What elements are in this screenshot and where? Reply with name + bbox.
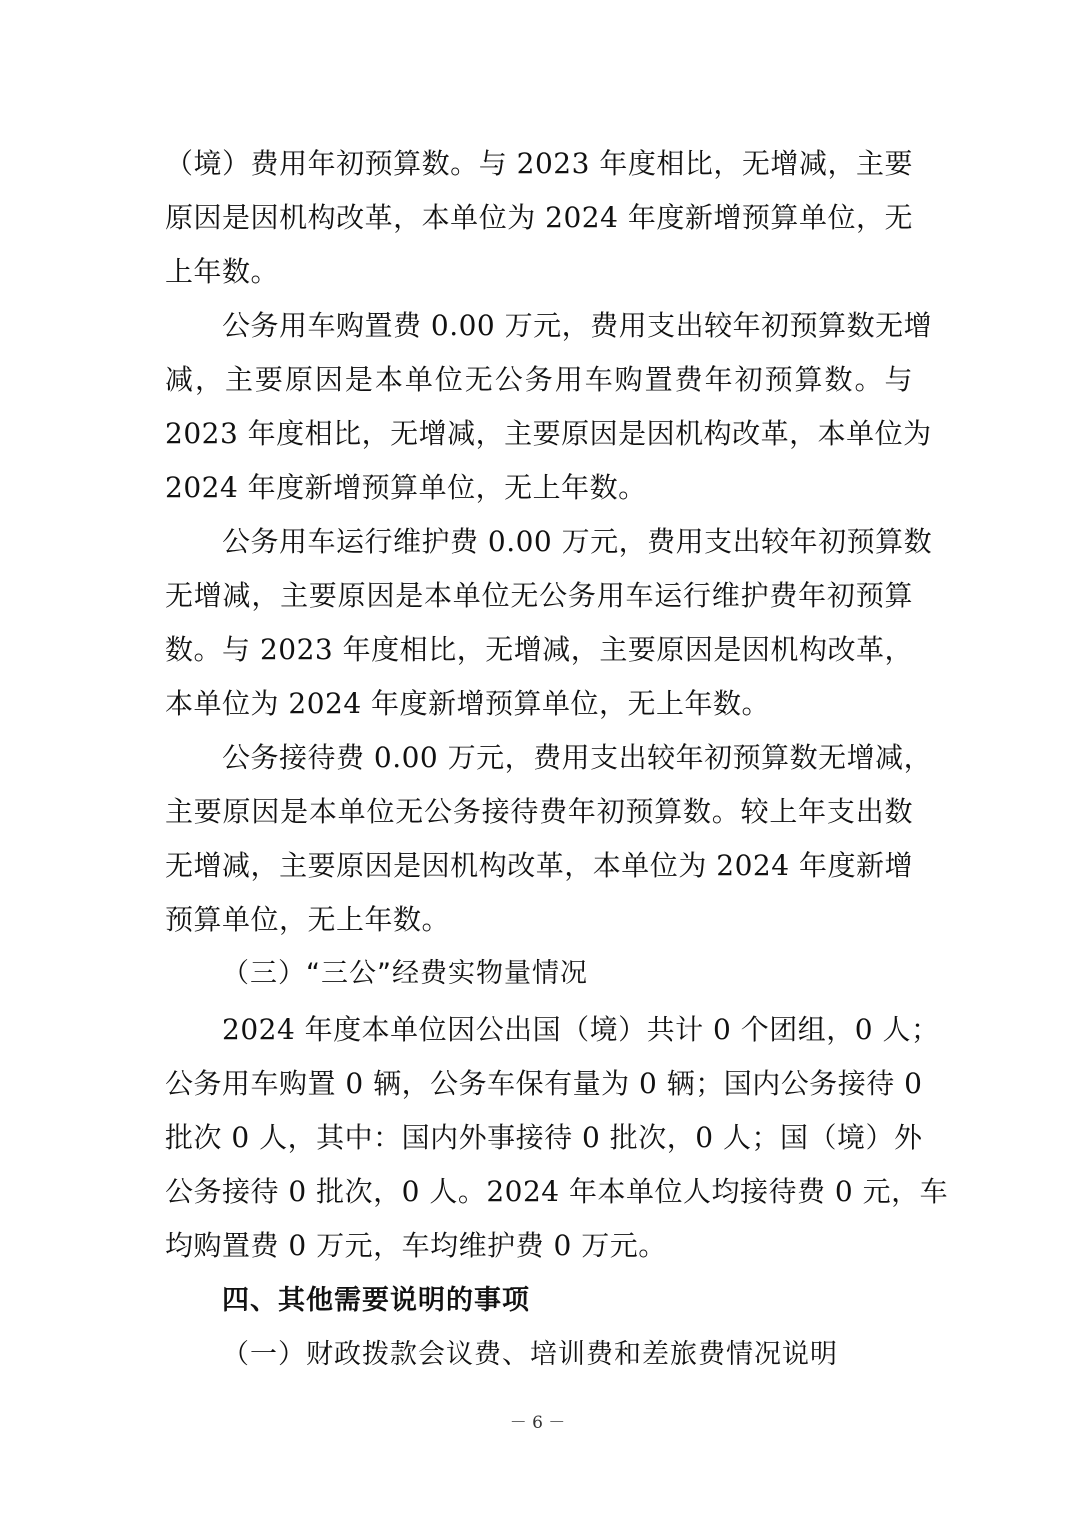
section-heading-3: （三）“三公”经费实物量情况	[222, 958, 588, 989]
paragraph-2-line-1: 公务用车购置费 0.00 万元，费用支出较年初预算数无增	[222, 309, 933, 342]
paragraph-5-line-1: 2024 年度本单位因公出国（境）共计 0 个团组，0 人；	[222, 1013, 940, 1046]
paragraph-1-line-3: 上年数。	[165, 255, 280, 288]
paragraph-5-line-4: 公务接待 0 批次，0 人。2024 年本单位人均接待费 0 元，车	[165, 1175, 949, 1208]
paragraph-3-line-4: 本单位为 2024 年度新增预算单位，无上年数。	[165, 687, 771, 720]
paragraph-3-line-3: 数。与 2023 年度相比，无增减，主要原因是因机构改革，	[165, 633, 913, 666]
paragraph-1-line-2: 原因是因机构改革，本单位为 2024 年度新增预算单位，无	[165, 201, 913, 234]
paragraph-2-line-2: 减，主要原因是本单位无公务用车购置费年初预算数。与	[165, 363, 913, 396]
paragraph-2-line-3: 2023 年度相比，无增减，主要原因是因机构改革，本单位为	[165, 417, 932, 450]
paragraph-5-line-3: 批次 0 人，其中：国内外事接待 0 批次，0 人；国（境）外	[165, 1121, 923, 1154]
paragraph-3-line-1: 公务用车运行维护费 0.00 万元，费用支出较年初预算数	[222, 525, 933, 558]
paragraph-4-line-3: 无增减，主要原因是因机构改革，本单位为 2024 年度新增	[165, 849, 913, 882]
subsection-heading-4-1: （一）财政拨款会议费、培训费和差旅费情况说明	[222, 1339, 838, 1370]
section-heading-4: 四、其他需要说明的事项	[222, 1285, 530, 1316]
paragraph-4-line-1: 公务接待费 0.00 万元，费用支出较年初预算数无增减，	[222, 741, 933, 774]
paragraph-3-line-2: 无增减，主要原因是本单位无公务用车运行维护费年初预算	[165, 579, 913, 612]
page-number: － 6 －	[509, 1413, 566, 1433]
paragraph-5-line-5: 均购置费 0 万元，车均维护费 0 万元。	[165, 1229, 667, 1262]
paragraph-4-line-4: 预算单位，无上年数。	[165, 903, 451, 936]
paragraph-2-line-4: 2024 年度新增预算单位，无上年数。	[165, 471, 647, 504]
paragraph-4-line-2: 主要原因是本单位无公务接待费年初预算数。较上年支出数	[165, 795, 913, 828]
paragraph-1-line-1: （境）费用年初预算数。与 2023 年度相比，无增减，主要	[165, 147, 913, 180]
paragraph-5-line-2: 公务用车购置 0 辆，公务车保有量为 0 辆；国内公务接待 0	[165, 1067, 923, 1100]
